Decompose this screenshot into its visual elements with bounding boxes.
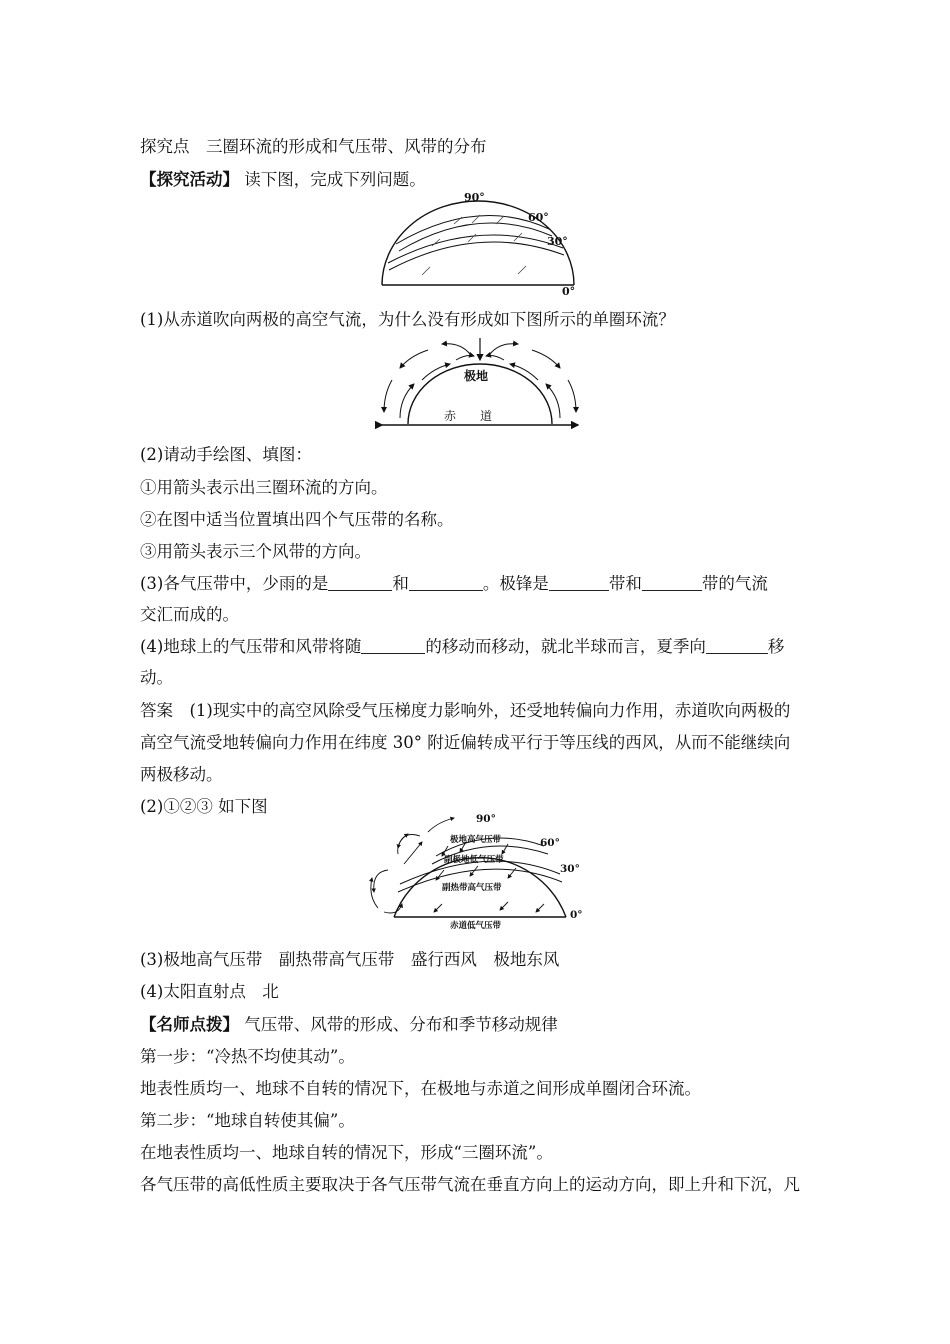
equator-label: 赤 道 bbox=[444, 409, 493, 423]
step-2-text: 在地表性质均一、地球自转的情况下，形成“三圈环流”。 bbox=[140, 1143, 553, 1162]
activity-line bbox=[140, 170, 426, 190]
lat-0-label: 0° bbox=[562, 285, 576, 298]
answer-line-2: 高空气流受地转偏向力作用在纬度 30° 附近偏转成平行于等压线的西风，从而不能继续向 bbox=[140, 733, 791, 752]
question-4-line-1 bbox=[140, 637, 784, 657]
question-2-item-3: ③用箭头表示三个风带的方向。 bbox=[140, 542, 371, 561]
activity-tag: 【探究活动】 bbox=[140, 170, 239, 189]
band-line bbox=[389, 242, 564, 270]
answer-blank[interactable] bbox=[328, 574, 392, 591]
lat-60-label: 60° bbox=[540, 837, 560, 849]
single-cell-figure bbox=[370, 332, 590, 434]
tips-line bbox=[140, 1015, 558, 1035]
lat-30-label: 30° bbox=[547, 235, 568, 248]
answer-blank[interactable] bbox=[549, 574, 609, 591]
question-2-item-1: ①用箭头表示出三圈环流的方向。 bbox=[140, 478, 388, 497]
q4-part-2: 的移动而移动，就北半球而言，夏季向 bbox=[425, 637, 706, 656]
answer-blank[interactable] bbox=[706, 637, 768, 654]
q3-part-5: 带的气流 bbox=[701, 574, 768, 593]
lat-0-label: 0° bbox=[570, 909, 583, 921]
answer-3: (3)极地高气压带 副热带高气压带 盛行西风 极地东风 bbox=[140, 950, 560, 969]
q3-part-1: (3)各气压带中，少雨的是 bbox=[140, 574, 329, 593]
q4-part-1: (4)地球上的气压带和风带将随 bbox=[140, 637, 362, 656]
subtropical-high-label: 副热带高气压带 bbox=[442, 883, 502, 893]
answer-line-1: 答案 (1)现实中的高空风除受气压梯度力影响外，还受地转偏向力作用，赤道吹向两极的 bbox=[140, 701, 791, 720]
tips-title: 气压带、风带的形成、分布和季节移动规律 bbox=[244, 1015, 558, 1034]
q3-part-4: 带和 bbox=[608, 574, 642, 593]
question-1: (1)从赤道吹向两极的高空气流，为什么没有形成如下图所示的单圈环流？ bbox=[140, 310, 675, 329]
q4-part-3: 移 bbox=[767, 637, 785, 656]
lat-30-label: 30° bbox=[560, 863, 580, 875]
pole-label: 极地 bbox=[464, 369, 489, 383]
step-1: 第一步：“冷热不均使其动”。 bbox=[140, 1047, 355, 1066]
lat-90-label: 90° bbox=[476, 813, 496, 825]
band-line bbox=[396, 216, 549, 244]
lat-60-label: 60° bbox=[528, 211, 549, 224]
q3-part-3: 。极锋是 bbox=[482, 574, 549, 593]
equatorial-low-label: 赤道低气压带 bbox=[450, 921, 502, 931]
question-2-item-2: ②在图中适当位置填出四个气压带的名称。 bbox=[140, 510, 454, 529]
question-2: (2)请动手绘图、填图： bbox=[140, 445, 312, 464]
answer-2: (2)①②③ 如下图 bbox=[140, 797, 268, 816]
question-4-line-2: 动。 bbox=[140, 668, 173, 687]
hemisphere-figure bbox=[370, 190, 590, 300]
three-cell-figure bbox=[358, 812, 598, 934]
lat-90-label: 90° bbox=[464, 191, 485, 204]
answer-line-3: 两极移动。 bbox=[140, 765, 223, 784]
band-line bbox=[399, 223, 552, 251]
subpolar-low-label: 副极地低气压带 bbox=[444, 855, 504, 865]
band-line bbox=[388, 235, 563, 263]
tips-tag: 【名师点拨】 bbox=[140, 1015, 239, 1034]
answer-blank[interactable] bbox=[409, 574, 483, 591]
answer-blank[interactable] bbox=[642, 574, 702, 591]
answer-blank[interactable] bbox=[361, 637, 425, 654]
question-3-line-1 bbox=[140, 574, 768, 594]
polar-high-label: 极地高气压带 bbox=[450, 835, 502, 845]
activity-prompt: 读下图，完成下列问题。 bbox=[244, 170, 426, 189]
step-2: 第二步：“地球自转使其偏”。 bbox=[140, 1111, 355, 1130]
answer-4: (4)太阳直射点 北 bbox=[140, 982, 279, 1001]
last-paragraph: 各气压带的高低性质主要取决于各气压带气流在垂直方向上的运动方向，即上升和下沉，凡 bbox=[140, 1175, 800, 1194]
q3-part-2: 和 bbox=[392, 574, 409, 593]
section-title: 探究点 三圈环流的形成和气压带、风带的分布 bbox=[140, 137, 487, 156]
question-3-line-2: 交汇而成的。 bbox=[140, 605, 239, 624]
step-1-text: 地表性质均一、地球不自转的情况下，在极地与赤道之间形成单圈闭合环流。 bbox=[140, 1079, 701, 1098]
